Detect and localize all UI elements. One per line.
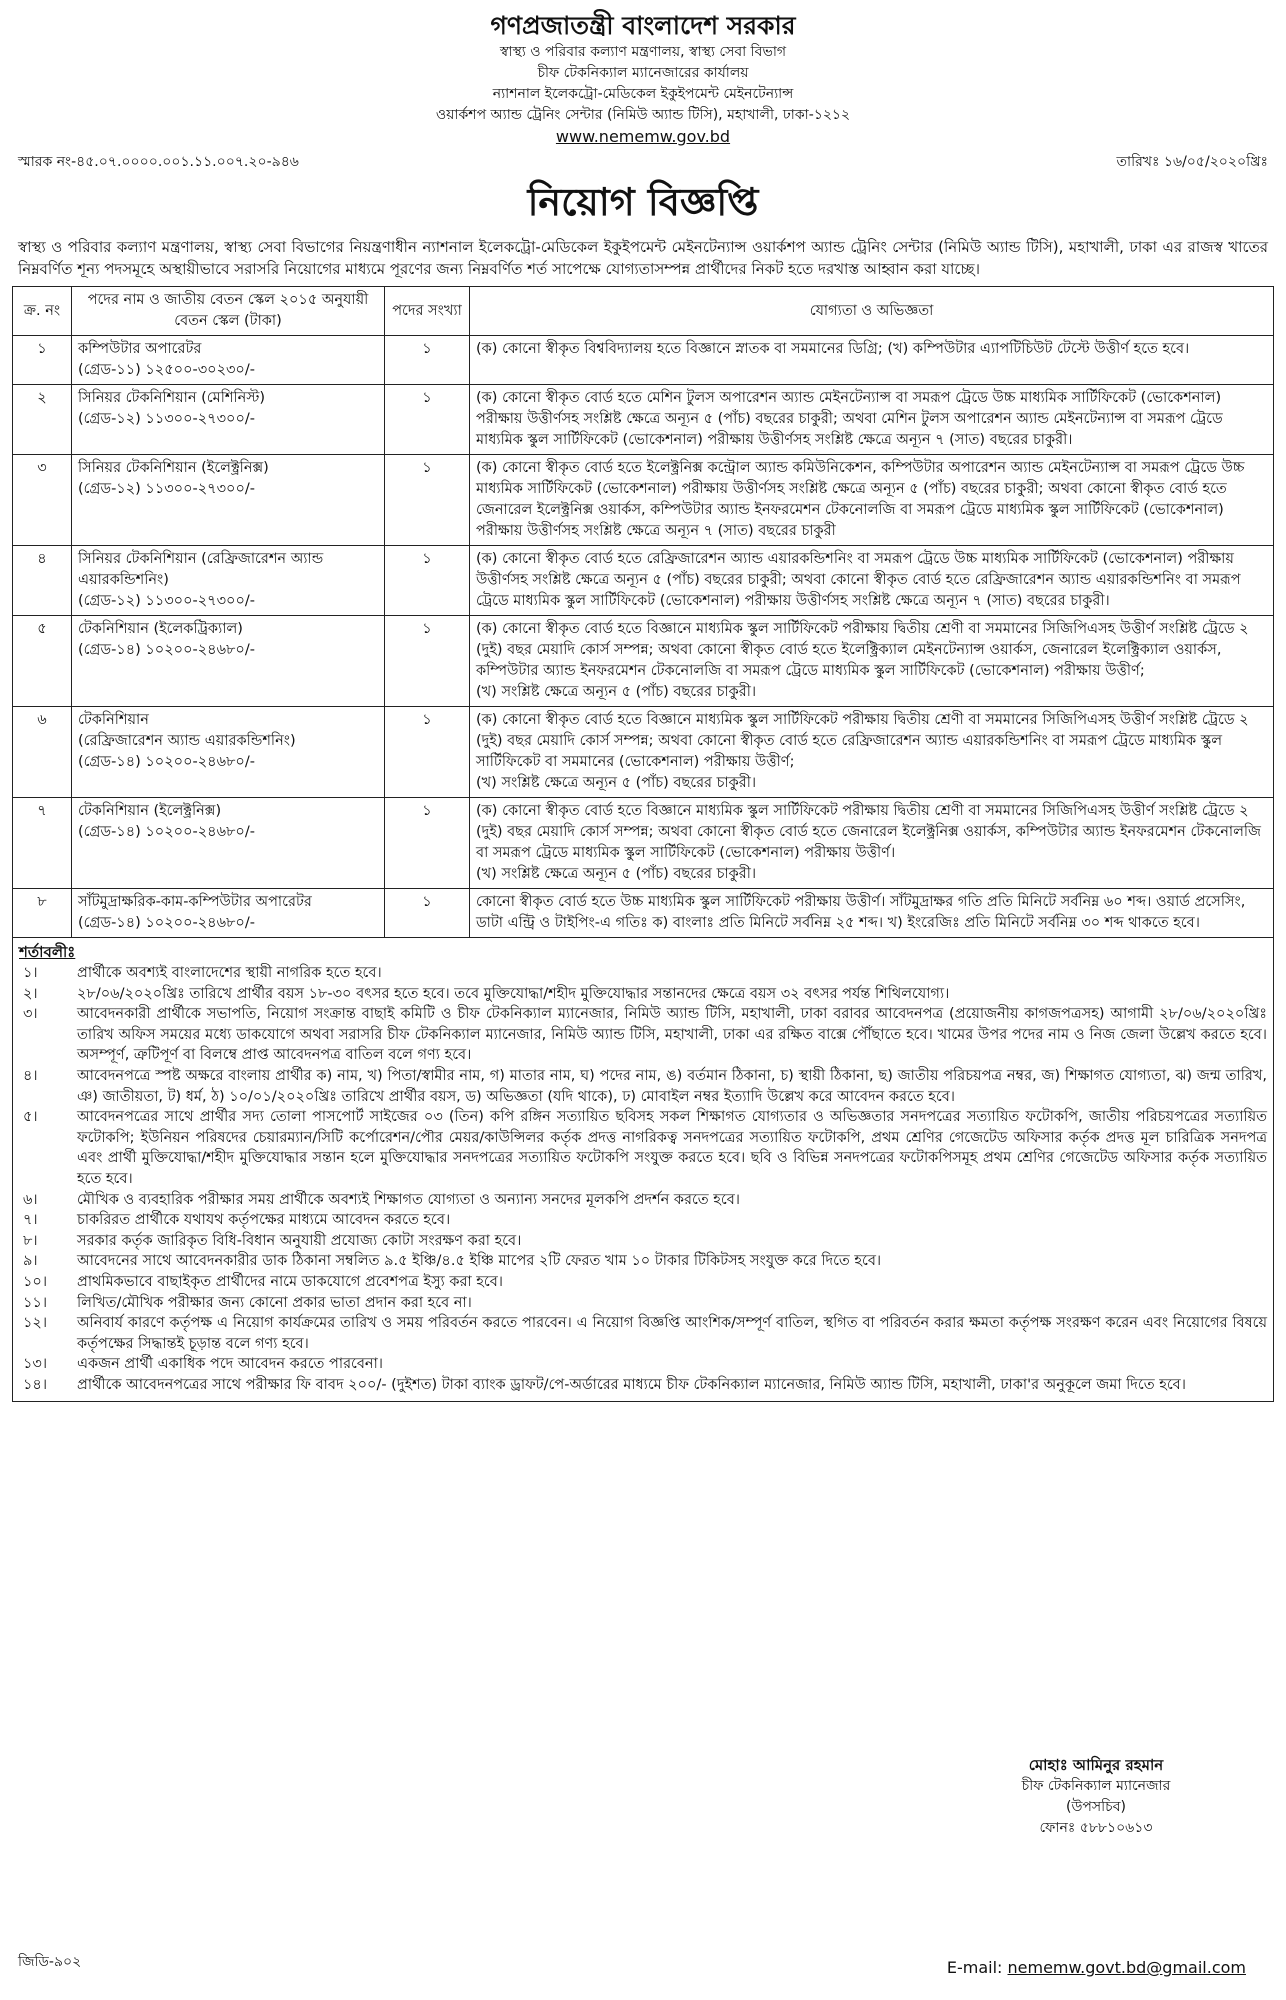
list-item [19, 1231, 1267, 1252]
row-serial: ৪ [13, 546, 72, 616]
email-label: E-mail: [946, 1958, 1003, 1977]
table-row [13, 707, 1274, 798]
list-item [19, 963, 1267, 984]
post-name: টেকনিশিয়ান (ইলেক্ট্রনিক্স) [78, 803, 222, 819]
list-item [19, 1190, 1267, 1211]
row-count: ১ [385, 707, 470, 798]
condition-text: চাকরিরত প্রার্থীকে যথাযথ কর্তৃপক্ষের মাধ্যমে আবেদন করতে হবে। [77, 1212, 451, 1229]
row-post [72, 889, 385, 938]
vacancy-table [12, 286, 1274, 938]
footer-email [947, 1958, 1246, 1977]
signatory-designation: চীফ টেকনিক্যাল ম্যানেজার [1021, 1778, 1171, 1794]
table-row [13, 616, 1274, 707]
row-post [72, 798, 385, 889]
row-count: ১ [385, 798, 470, 889]
row-post [72, 336, 385, 385]
row-serial: ৮ [13, 889, 72, 938]
condition-number: ৪। [23, 1067, 38, 1084]
list-item [19, 1313, 1267, 1354]
table-row [13, 336, 1274, 385]
condition-number: ৭। [23, 1212, 38, 1229]
row-post [72, 707, 385, 798]
qualification-extra: (খ) সংশ্লিষ্ট ক্ষেত্রে অন্যূন ৫ (পাঁচ) বছরের চাকুরী। [476, 684, 757, 700]
table-row [13, 546, 1274, 616]
signatory-phone: ফোনঃ ৫৮৮১০৬১৩ [1039, 1820, 1153, 1836]
list-item [19, 1354, 1267, 1375]
reference-row [18, 152, 1268, 172]
row-serial: ১ [13, 336, 72, 385]
col-post: পদের নাম ও জাতীয় বেতন স্কেল ২০১৫ অনুযায়ী বেতন স্কেল (টাকা) [72, 287, 385, 336]
signature-block [966, 1754, 1226, 1839]
ministry-name: স্বাস্থ্য ও পরিবার কল্যাণ মন্ত্রণালয়, স্বাস্থ্য সেবা বিভাগ [499, 44, 787, 60]
condition-number: ২। [23, 985, 38, 1002]
list-item [19, 1066, 1267, 1107]
list-item [19, 1210, 1267, 1231]
row-count: ১ [385, 336, 470, 385]
post-grade: (গ্রেড-১৪) ১০২০০-২৪৬৮০/- [78, 754, 255, 770]
post-name: সাঁটমুদ্রাক্ষরিক-কাম-কম্পিউটার অপারেটর [78, 894, 312, 910]
row-serial: ৭ [13, 798, 72, 889]
list-item [19, 1004, 1267, 1066]
condition-text: প্রার্থীকে অবশ্যই বাংলাদেশের স্থায়ী নাগরিক হতে হবে। [77, 965, 382, 981]
row-qualification [470, 707, 1274, 798]
row-count: ১ [385, 546, 470, 616]
post-grade: (গ্রেড-১২) ১১৩০০-২৭৩০০/- [78, 411, 255, 427]
condition-number: ১২। [23, 1315, 48, 1332]
condition-number: ৮। [23, 1232, 38, 1249]
signatory-name: মোহাঃ আমিনুর রহমান [1028, 1756, 1164, 1774]
row-post [72, 546, 385, 616]
qualification-main: (ক) কোনো স্বীকৃত বোর্ড হতে বিজ্ঞানে মাধ্যমিক স্কুল সার্টিফিকেট পরীক্ষায় দ্বিতীয় শ্রেণী বা সমমানের সিজিপিএসহ উত্তীর্ণ সংশ্লিষ্ট ট্রেডে ২ (দুই) বছর মেয়াদি কোর্স সম্পন্ন; অথবা কোনো স্বীকৃত বোর্ড হতে ইলেক্ট্রিক্যাল মেইনটেন্যান্স ওয়ার্কস, জেনারেল ইলেক্ট্রিক্যাল ওয়ার্কস, কম্পিউটার অ্যান্ড ইনফরমেশন টেকনোলজি বা সমরূপ ট্রেডে মাধ্যমিক স্কুল সার্টিফিকেট (ভোকেশনাল) পরীক্ষায় উত্তীর্ণ; [476, 621, 1249, 679]
row-qualification: (ক) কোনো স্বীকৃত বোর্ড হতে মেশিন টুলস অপারেশন অ্যান্ড মেইনটেন্যান্স বা সমরূপ ট্রেডে উচ্চ মাধ্যমিক সার্টিফিকেট (ভোকেশনাল) পরীক্ষায় উত্তীর্ণসহ সংশ্লিষ্ট ক্ষেত্রে অন্যূন ৫ (পাঁচ) বছরের চাকুরী; অথবা মেশিন টুলস অপারেশন অ্যান্ড মেইনটেন্যান্স বা সমরূপ ট্রেডে মাধ্যমিক স্কুল সার্টিফিকেট (ভোকেশনাল) পরীক্ষায় উত্তীর্ণসহ সংশ্লিষ্ট ক্ষেত্রে অন্যূন ৭ (সাত) বছরের চাকুরী। [470, 385, 1274, 455]
row-count: ১ [385, 889, 470, 938]
table-row [13, 385, 1274, 455]
office-address: ওয়ার্কশপ অ্যান্ড ট্রেনিং সেন্টার (নিমিউ অ্যান্ড টিসি), মহাখালী, ঢাকা-১২১২ [435, 107, 851, 123]
condition-number: ১১। [23, 1294, 48, 1311]
condition-number: ১৩। [23, 1356, 48, 1373]
row-qualification: কোনো স্বীকৃত বোর্ড হতে উচ্চ মাধ্যমিক স্কুল সার্টিফিকেট পরীক্ষায় উত্তীর্ণ। সাঁটমুদ্রাক্ষর গতি প্রতি মিনিটে সর্বনিম্ন ৬০ শব্দ। ওয়ার্ড প্রসেসিং, ডাটা এন্ট্রি ও টাইপিং-এ গতিঃ ক) বাংলাঃ প্রতি মিনিটে সর্বনিম্ন ২৫ শব্দ। খ) ইংরেজিঃ প্রতি মিনিটে সর্বনিম্ন ৩০ শব্দ থাকতে হবে। [470, 889, 1274, 938]
condition-number: ৬। [23, 1191, 38, 1208]
row-count: ১ [385, 616, 470, 707]
col-serial: ক্র. নং [13, 287, 72, 336]
post-grade: (গ্রেড-১১) ১২৫০০-৩০২৩০/- [78, 362, 255, 378]
conditions-title: শর্তাবলীঃ [19, 943, 76, 961]
condition-number: ১০। [23, 1273, 48, 1290]
qualification-extra: (খ) সংশ্লিষ্ট ক্ষেত্রে অন্যূন ৫ (পাঁচ) বছরের চাকুরী। [476, 775, 757, 791]
qualification-extra: (খ) সংশ্লিষ্ট ক্ষেত্রে অন্যূন ৫ (পাঁচ) বছরের চাকুরী। [476, 866, 757, 882]
conditions-section [12, 938, 1274, 1402]
row-qualification: (ক) কোনো স্বীকৃত বোর্ড হতে ইলেক্ট্রনিক্স কন্ট্রোল অ্যান্ড কমিউনিকেশন, কম্পিউটার অপারেশন অ্যান্ড মেইনটেন্যান্স বা সমরূপ ট্রেডে উচ্চ মাধ্যমিক সার্টিফিকেট (ভোকেশনাল) পরীক্ষায় উত্তীর্ণসহ সংশ্লিষ্ট ক্ষেত্রে অন্যূন ৫ (পাঁচ) বছরের চাকুরী; অথবা কোনো স্বীকৃত বোর্ড হতে জেনারেল ইলেক্ট্রনিক্স ওয়ার্কস, কম্পিউটার অ্যান্ড ইনফরমেশন টেকনোলজি বা সমরূপ ট্রেডে মাধ্যমিক স্কুল সার্টিফিকেট (ভোকেশনাল) পরীক্ষায় উত্তীর্ণসহ সংশ্লিষ্ট ক্ষেত্রে অন্যূন ৭ (সাত) বছরের চাকুরী [470, 455, 1274, 546]
condition-text: মৌখিক ও ব্যবহারিক পরীক্ষার সময় প্রার্থীকে অবশ্যই শিক্ষাগত যোগ্যতা ও অন্যান্য সনদের মূলকপি প্রদর্শন করতে হবে। [77, 1191, 740, 1208]
condition-number: ৯। [23, 1253, 38, 1270]
memo-number: স্মারক নং-৪৫.০৭.০০০০.০০১.১১.০০৭.২০-৯৪৬ [18, 154, 299, 170]
list-item [19, 1293, 1267, 1314]
government-name: গণপ্রজাতন্ত্রী বাংলাদেশ সরকার [490, 11, 796, 40]
table-row [13, 455, 1274, 546]
letterhead [12, 0, 1274, 148]
qualification-main: (ক) কোনো স্বীকৃত বোর্ড হতে বিজ্ঞানে মাধ্যমিক স্কুল সার্টিফিকেট পরীক্ষায় দ্বিতীয় শ্রেণী বা সমমানের সিজিপিএসহ উত্তীর্ণ সংশ্লিষ্ট ট্রেডে ২ (দুই) বছর মেয়াদি কোর্স সম্পন্ন; অথবা কোনো স্বীকৃত বোর্ড হতে রেফ্রিজারেশন অ্যান্ড এয়ারকন্ডিশনিং বা সমরূপ ট্রেডে মাধ্যমিক স্কুল সার্টিফিকেট বা সমমানের (ভোকেশনাল) পরীক্ষায় উত্তীর্ণ; [476, 712, 1249, 770]
row-serial: ৬ [13, 707, 72, 798]
condition-text: লিখিত/মৌখিক পরীক্ষার জন্য কোনো প্রকার ভাতা প্রদান করা হবে না। [77, 1294, 472, 1311]
notice-title: নিয়োগ বিজ্ঞপ্তি [527, 180, 759, 224]
condition-text: প্রাথমিকভাবে বাছাইকৃত প্রার্থীদের নামে ডাকযোগে প্রবেশপত্র ইস্যু করা হবে। [77, 1273, 503, 1290]
row-count: ১ [385, 385, 470, 455]
condition-text: আবেদনকারী প্রার্থীকে সভাপতি, নিয়োগ সংক্রান্ত বাছাই কমিটি ও চীফ টেকনিক্যাল ম্যানেজার, নিমিউ অ্যান্ড টিসি, মহাখালী, ঢাকা বরাবর আবেদনপত্র (প্রয়োজনীয় কাগজপত্রসহ) আগামী ২৮/০৬/২০২০খ্রিঃ তারিখ অফিস সময়ের মধ্যে ডাকযোগে অথবা সরাসরি চীফ টেকনিক্যাল ম্যানেজার, নিমিউ অ্যান্ড টিসি, মহাখালী, ঢাকা এর রক্ষিত বাক্সে পৌঁছাতে হবে। খামের উপর পদের নাম ও নিজ জেলা উল্লেখ করতে হবে। অসম্পূর্ণ, ত্রুটিপূর্ণ বা বিলম্বে প্রাপ্ত আবেদনপত্র বাতিল বলে গণ্য হবে। [77, 1006, 1267, 1064]
condition-text: ২৮/০৬/২০২০খ্রিঃ তারিখে প্রার্থীর বয়স ১৮-৩০ বৎসর হতে হবে। তবে মুক্তিযোদ্ধা/শহীদ মুক্তিযোদ্ধার সন্তানদের ক্ষেত্রে বয়স ৩২ বৎসর পর্যন্ত শিথিলযোগ্য। [77, 985, 950, 1002]
condition-number: ১। [23, 965, 38, 981]
condition-text: অনিবার্য কারণে কর্তৃপক্ষ এ নিয়োগ কার্যক্রমের তারিখ ও সময় পরিবর্তন করতে পারবেন। এ নিয়োগ বিজ্ঞপ্তি আংশিক/সম্পূর্ণ বাতিল, স্থগিত বা পরিবর্তন করার ক্ষমতা কর্তৃপক্ষ সংরক্ষণ করেন এবং নিয়োগের বিষয়ে কর্তৃপক্ষের সিদ্ধান্তই চূড়ান্ত বলে গণ্য হবে। [77, 1315, 1267, 1352]
post-name: টেকনিশিয়ান (ইলেকট্রিক্যাল) [78, 621, 243, 637]
row-serial: ২ [13, 385, 72, 455]
intro-paragraph: স্বাস্থ্য ও পরিবার কল্যাণ মন্ত্রণালয়, স্বাস্থ্য সেবা বিভাগের নিয়ন্ত্রণাধীন ন্যাশনাল ইলেকট্রো-মেডিকেল ইকুইপমেন্ট মেইনটেন্যান্স ওয়ার্কশপ অ্যান্ড ট্রেনিং সেন্টার (নিমিউ অ্যান্ড টিসি), মহাখালী, ঢাকা এর রাজস্ব খাতের নিম্নবর্ণিত শূন্য পদসমূহে অস্থায়ীভাবে সরাসরি নিয়োগের মাধ্যমে পূরণের জন্য নিম্নবর্ণিত শর্ত সাপেক্ষে যোগ্যতাসম্পন্ন প্রার্থীদের নিকট হতে দরখাস্ত আহ্বান করা যাচ্ছে। [18, 238, 1268, 278]
row-post [72, 455, 385, 546]
list-item [19, 1107, 1267, 1189]
table-row [13, 798, 1274, 889]
post-name: সিনিয়র টেকনিশিয়ান (রেফ্রিজারেশন অ্যান্ড এয়ারকন্ডিশনিং) [78, 551, 324, 588]
row-qualification: (ক) কোনো স্বীকৃত বোর্ড হতে রেফ্রিজারেশন অ্যান্ড এয়ারকন্ডিশনিং বা সমরূপ ট্রেডে উচ্চ মাধ্যমিক সার্টিফিকেট (ভোকেশনাল) পরীক্ষায় উত্তীর্ণসহ সংশ্লিষ্ট ক্ষেত্রে অন্যূন ৫ (পাঁচ) বছরের চাকুরী; অথবা কোনো স্বীকৃত বোর্ড হতে রেফ্রিজারেশন অ্যান্ড এয়ারকন্ডিশনিং বা সমরূপ ট্রেডে মাধ্যমিক স্কুল সার্টিফিকেট (ভোকেশনাল) পরীক্ষায় উত্তীর্ণসহ সংশ্লিষ্ট ক্ষেত্রে অন্যূন ৭ (সাত) বছরের চাকুরী। [470, 546, 1274, 616]
post-name: সিনিয়র টেকনিশিয়ান (ইলেক্ট্রনিক্স) [78, 460, 269, 476]
condition-text: আবেদনের সাথে আবেদনকারীর ডাক ঠিকানা সম্বলিত ৯.৫ ইঞ্চি/৪.৫ ইঞ্চি মাপের ২টি ফেরত খাম ১০ টাকার টিকিটসহ সংযুক্ত করে দিতে হবে। [77, 1253, 882, 1270]
post-grade: (গ্রেড-১৪) ১০২০০-২৪৬৮০/- [78, 915, 255, 931]
post-name: সিনিয়র টেকনিশিয়ান (মেশিনিস্ট) [78, 390, 266, 406]
table-row [13, 889, 1274, 938]
list-item [19, 1375, 1267, 1396]
row-serial: ৫ [13, 616, 72, 707]
row-post [72, 385, 385, 455]
post-name: টেকনিশিয়ান [78, 712, 149, 728]
post-grade: (গ্রেড-১৪) ১০২০০-২৪৬৮০/- [78, 642, 255, 658]
office-name: চীফ টেকনিক্যাল ম্যানেজারের কার্যালয় [537, 65, 749, 81]
post-subtitle: (রেফ্রিজারেশন অ্যান্ড এয়ারকন্ডিশনিং) [78, 733, 296, 749]
row-count: ১ [385, 455, 470, 546]
footer-code: জিডি-৯০২ [18, 1954, 82, 1970]
notice-date: তারিখঃ ১৬/০৫/২০২০খ্রিঃ [1116, 154, 1268, 170]
signatory-rank: (উপসচিব) [1066, 1799, 1126, 1815]
list-item [19, 1272, 1267, 1293]
post-grade: (গ্রেড-১২) ১১৩০০-২৭৩০০/- [78, 481, 255, 497]
qualification-main: (ক) কোনো স্বীকৃত বোর্ড হতে বিজ্ঞানে মাধ্যমিক স্কুল সার্টিফিকেট পরীক্ষায় দ্বিতীয় শ্রেণী বা সমমানের সিজিপিএসহ উত্তীর্ণ সংশ্লিষ্ট ট্রেডে ২ (দুই) বছর মেয়াদি কোর্স সম্পন্ন; অথবা কোনো স্বীকৃত বোর্ড হতে জেনারেল ইলেক্ট্রনিক্স ওয়ার্কস, কম্পিউটার অ্যান্ড ইনফরমেশন টেকনোলজি বা সমরূপ ট্রেডে মাধ্যমিক স্কুল সার্টিফিকেট (ভোকেশনাল) পরীক্ষায় উত্তীর্ণ। [476, 803, 1261, 861]
condition-text: একজন প্রার্থী একাধিক পদে আবেদন করতে পারবেনা। [77, 1356, 383, 1373]
row-qualification [470, 798, 1274, 889]
condition-number: ৫। [23, 1109, 38, 1126]
list-item [19, 984, 1267, 1005]
row-qualification [470, 616, 1274, 707]
list-item [19, 1251, 1267, 1272]
row-qualification: (ক) কোনো স্বীকৃত বিশ্ববিদ্যালয় হতে বিজ্ঞানে স্নাতক বা সমমানের ডিগ্রি; (খ) কম্পিউটার এ্যাপটিচিউট টেস্টে উত্তীর্ণ হতে হবে। [470, 336, 1274, 385]
condition-text: প্রার্থীকে আবেদনপত্রের সাথে পরীক্ষার ফি বাবদ ২০০/- (দুইশত) টাকা ব্যাংক ড্রাফট/পে-অর্ডারের মাধ্যমে চীফ টেকনিক্যাল ম্যানেজার, নিমিউ অ্যান্ড টিসি, মহাখালী, ঢাকা'র অনুকূলে জমা দিতে হবে। [77, 1376, 1186, 1393]
post-name: কম্পিউটার অপারেটর [78, 341, 202, 357]
post-grade: (গ্রেড-১৪) ১০২০০-২৪৬৮০/- [78, 824, 255, 840]
row-serial: ৩ [13, 455, 72, 546]
condition-text: সরকার কর্তৃক জারিকৃত বিধি-বিধান অনুযায়ী প্রযোজ্য কোটা সংরক্ষণ করা হবে। [77, 1232, 522, 1249]
row-post [72, 616, 385, 707]
website-link[interactable]: www.nememw.gov.bd [555, 127, 731, 146]
email-link[interactable]: nememw.govt.bd@gmail.com [1007, 1958, 1246, 1977]
condition-text: আবেদনপত্রের সাথে প্রার্থীর সদ্য তোলা পাসপোর্ট সাইজের ০৩ (তিন) কপি রঙ্গিন সত্যায়িত ছবিসহ সকল শিক্ষাগত যোগ্যতার ও অভিজ্ঞতার সনদপত্রের সত্যায়িত ফটোকপি, জাতীয় পরিচয়পত্রের সত্যায়িত ফটোকপি; ইউনিয়ন পরিষদের চেয়ারম্যান/সিটি কর্পোরেশন/পৌর মেয়র/কাউন্সিলর কর্তৃক প্রদত্ত নাগরিকত্ব সনদপত্রের সত্যায়িত ফটোকপি, প্রথম শ্রেণির গেজেটেড অফিসার কর্তৃক প্রদত্ত মূল চারিত্রিক সনদপত্র এবং প্রার্থী মুক্তিযোদ্ধা/শহীদ মুক্তিযোদ্ধার সন্তান হলে মুক্তিযোদ্ধার সনদপত্রের সত্যায়িত ফটোকপি সংযুক্ত করতে হবে। ছবি ও বিভিন্ন সনদপত্রের ফটোকপিসমূহ প্রথম শ্রেণির গেজেটেড অফিসার কর্তৃক সত্যায়িত হতে হবে। [77, 1109, 1267, 1187]
table-header-row [13, 287, 1274, 336]
condition-number: ১৪। [23, 1376, 48, 1393]
post-grade: (গ্রেড-১২) ১১৩০০-২৭৩০০/- [78, 593, 255, 609]
condition-number: ৩। [23, 1006, 38, 1023]
col-qualification: যোগ্যতা ও অভিজ্ঞতা [470, 287, 1274, 336]
condition-text: আবেদনপত্রে স্পষ্ট অক্ষরে বাংলায় প্রার্থীর ক) নাম, খ) পিতা/স্বামীর নাম, গ) মাতার নাম, ঘ) পদের নাম, ঙ) বর্তমান ঠিকানা, চ) স্থায়ী ঠিকানা, ছ) জাতীয় পরিচয়পত্র নম্বর, জ) শিক্ষাগত যোগ্যতা, ঝ) জন্ম তারিখ, ঞ) জাতীয়তা, ট) ধর্ম, ঠ) ১০/০১/২০২০খ্রিঃ তারিখে প্রার্থীর বয়স, ড) অভিজ্ঞতা (যদি থাকে), ঢ) মোবাইল নম্বর ইত্যাদি উল্লেখ করে আবেদন করতে হবে। [77, 1067, 1267, 1105]
institute-name: ন্যাশনাল ইলেকট্রো-মেডিকেল ইকুইপমেন্ট মেইনটেন্যান্স [492, 86, 794, 102]
col-count: পদের সংখ্যা [385, 287, 470, 336]
